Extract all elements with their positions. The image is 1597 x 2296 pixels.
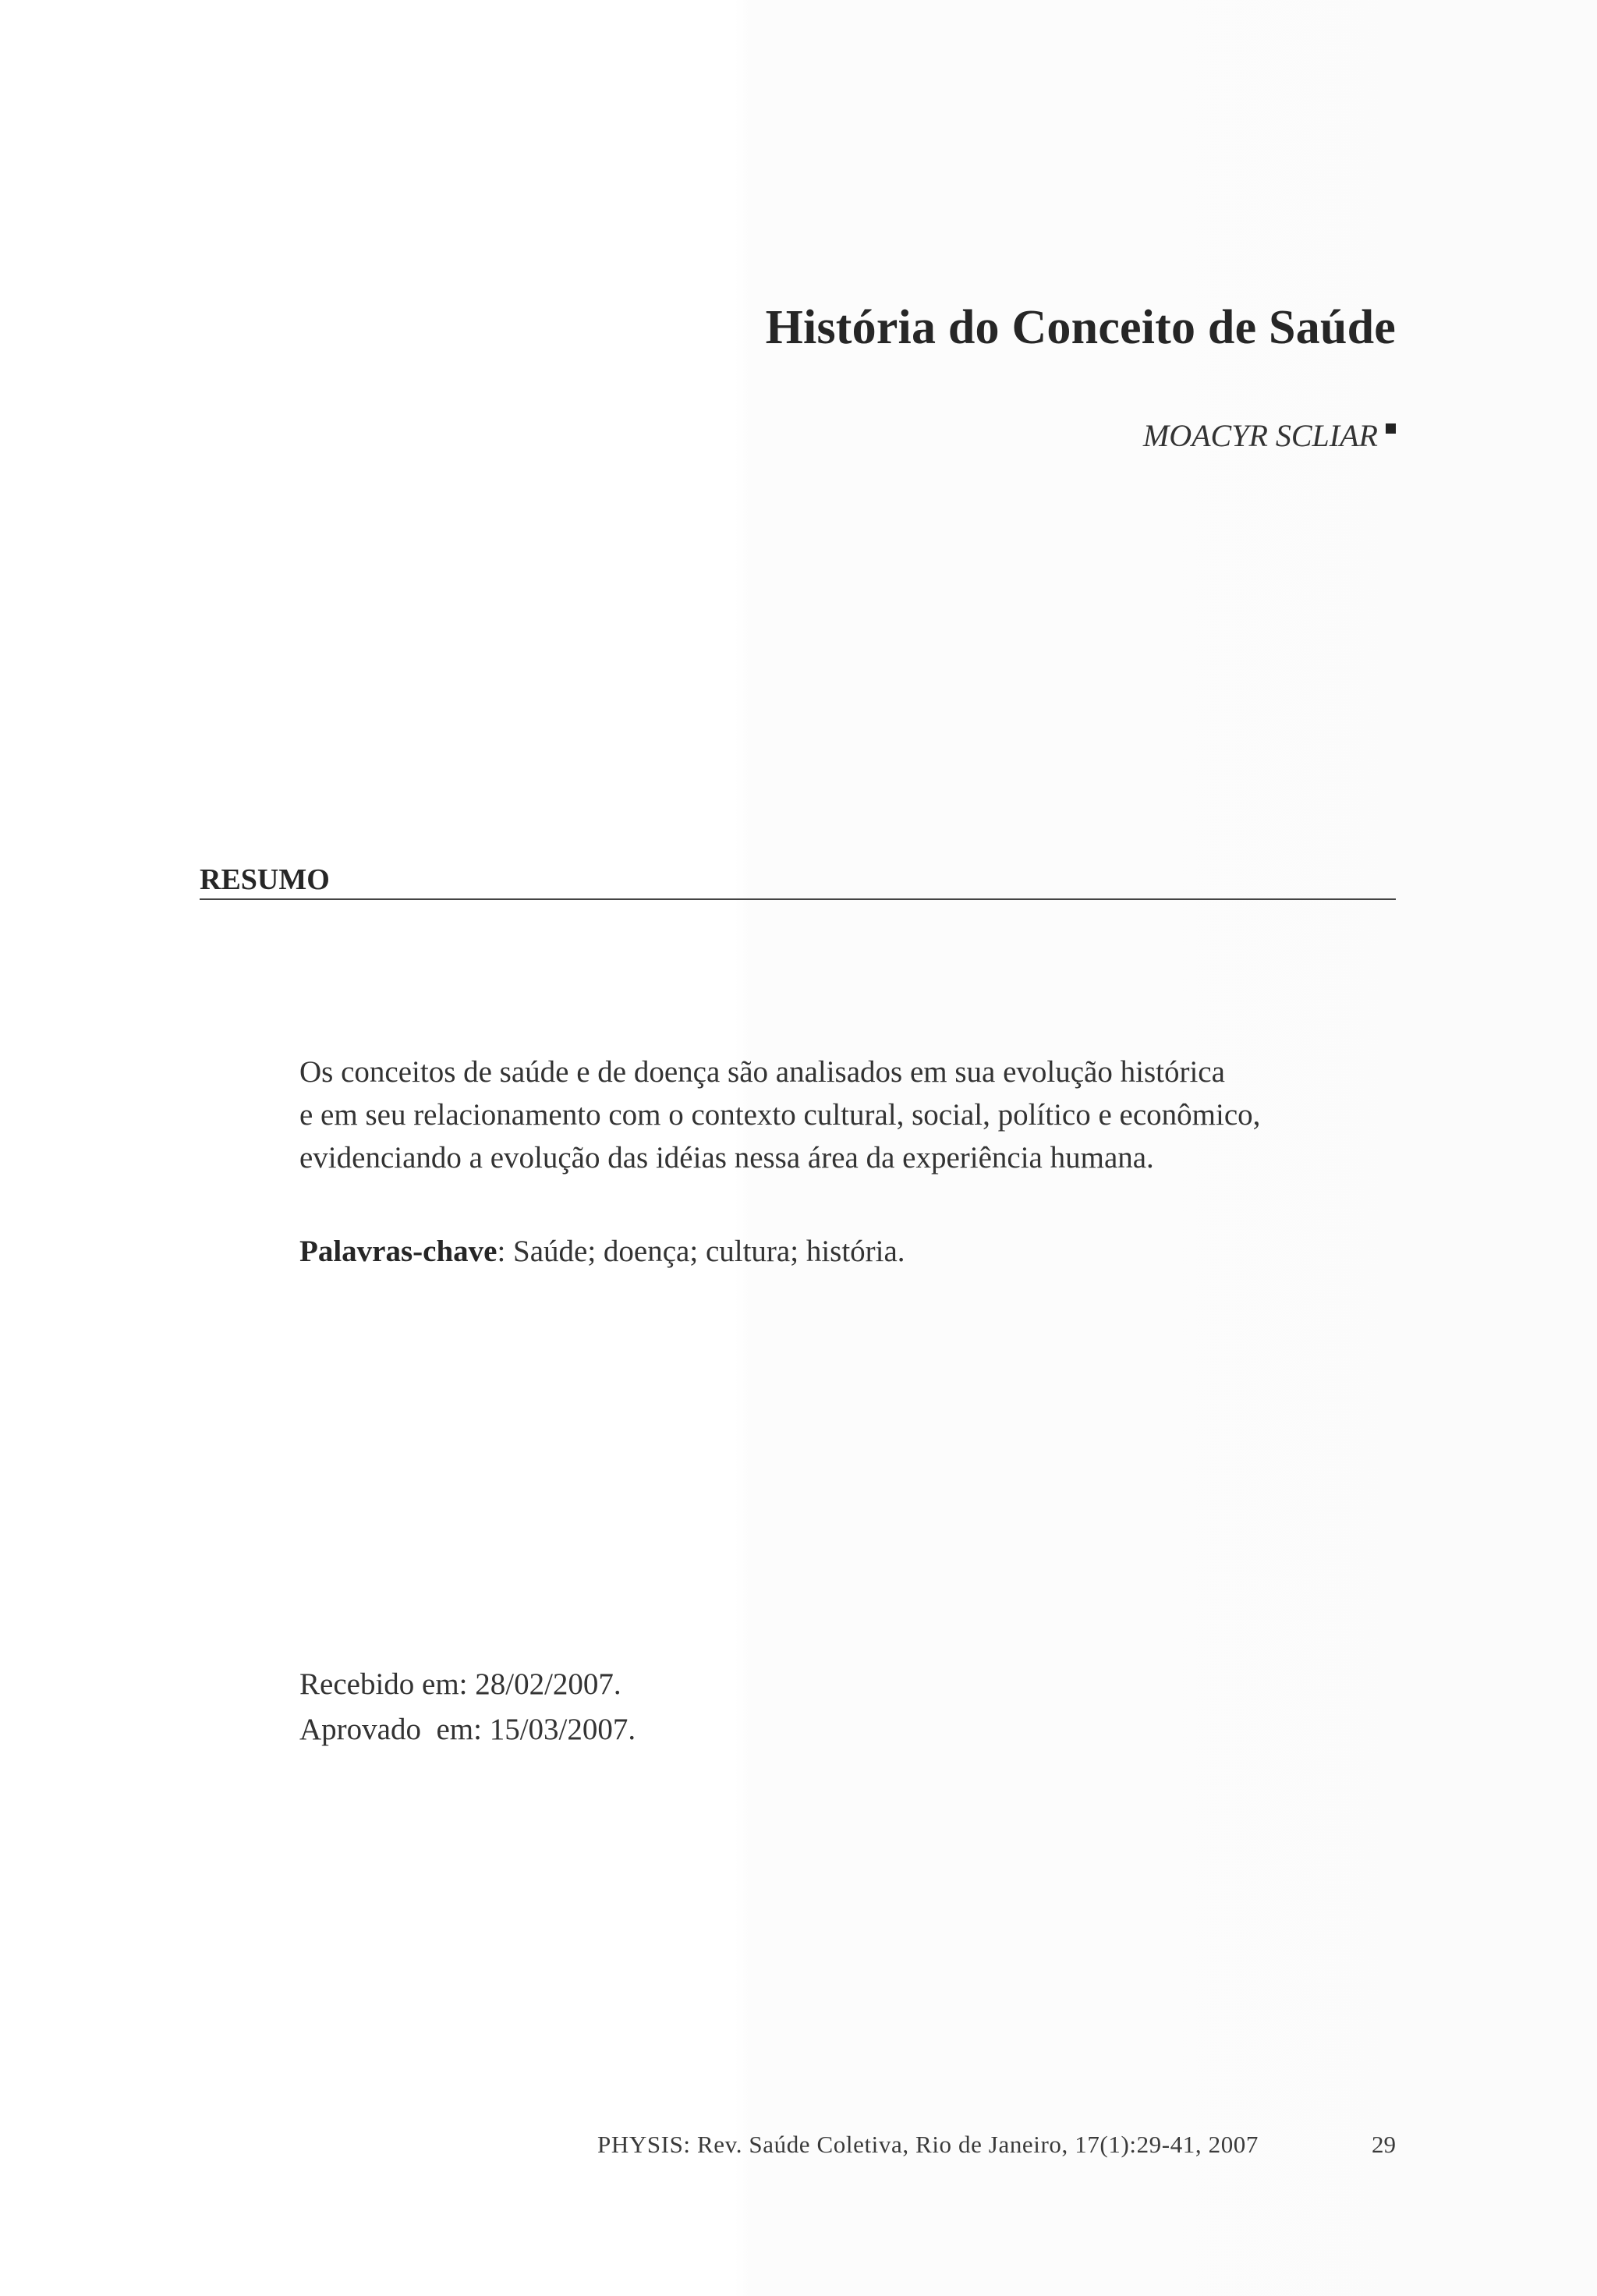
abstract-line: e em seu relacionamento com o contexto cultural, social, político e econômico, — [299, 1098, 1261, 1132]
approved-date: Aprovado em: 15/03/2007. — [299, 1713, 636, 1746]
article-title: História do Conceito de Saúde — [765, 300, 1396, 354]
keywords-label: Palavras-chave — [299, 1235, 498, 1268]
abstract-line: evidenciando a evolução das idéias nessa área da experiência humana. — [299, 1141, 1154, 1175]
abstract-line: Os conceitos de saúde e de doença são analisados em sua evolução histórica — [299, 1055, 1225, 1089]
submission-dates — [299, 1662, 636, 1752]
resumo-divider — [200, 898, 1396, 900]
author-footnote-marker — [1386, 423, 1396, 434]
keywords-text: : Saúde; doença; cultura; história. — [497, 1235, 905, 1268]
journal-citation: PHYSIS: Rev. Saúde Coletiva, Rio de Janeiro, 17(1):29-41, 2007 — [597, 2131, 1259, 2158]
received-date: Recebido em: 28/02/2007. — [299, 1667, 621, 1701]
article-author — [1143, 417, 1396, 454]
keywords — [299, 1234, 905, 1269]
author-name: MOACYR SCLIAR — [1142, 418, 1378, 453]
page-number: 29 — [1372, 2131, 1396, 2158]
abstract-text — [299, 1051, 1298, 1179]
resumo-heading: RESUMO — [200, 863, 330, 896]
